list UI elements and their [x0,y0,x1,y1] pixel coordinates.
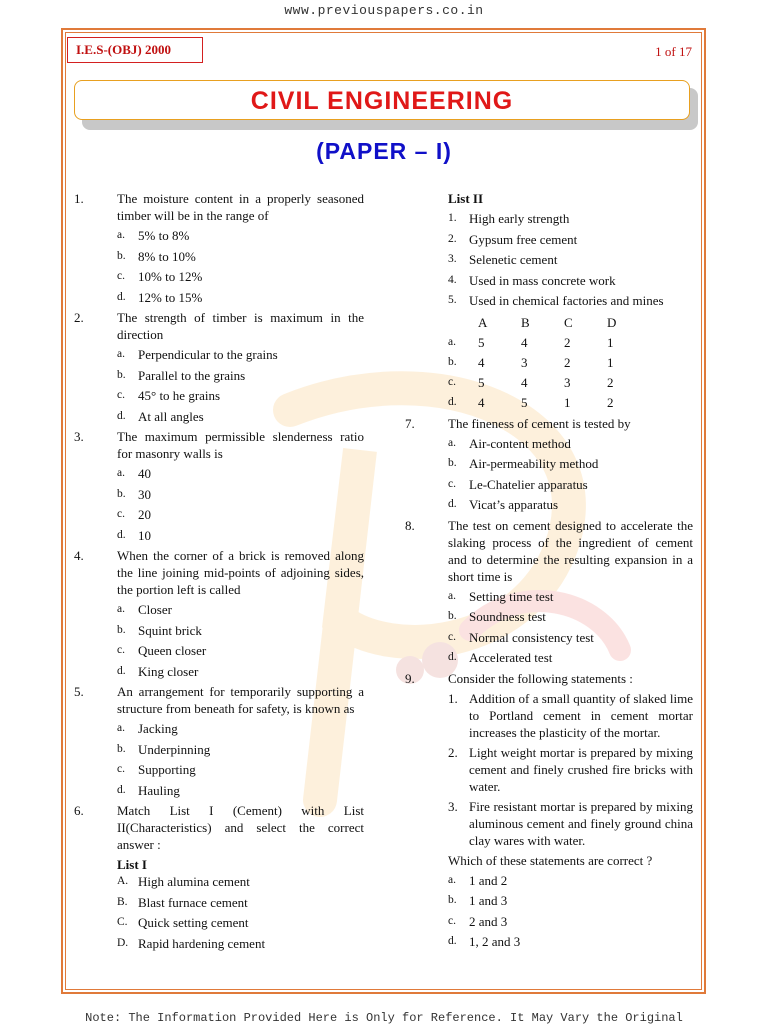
question-9-prompt: Which of these statements are correct ? [448,852,653,868]
statement [448,744,693,795]
option [117,465,364,486]
question-text: Consider the following statements : [448,670,633,686]
option-key: b. [117,623,126,636]
option [117,408,364,429]
option-key: c. [117,389,125,401]
option-key: d. [117,664,126,677]
option-key: b. [117,487,126,500]
grid-header: C [564,315,573,330]
grid-cell: 5 [478,375,485,390]
option-key: a. [117,467,125,479]
option-text: Perpendicular to the grains [138,347,278,362]
list-2-item [448,272,693,293]
question-text: The fineness of cement is tested by [448,415,631,431]
option-key: a. [117,603,125,615]
question-number: 4. [74,548,84,563]
question-number: 7. [405,415,415,431]
option-key: 1. [448,212,457,224]
option-text: 10% to 12% [138,269,203,284]
option [117,873,364,894]
question-9 [405,670,693,687]
option [448,588,693,609]
question-5 [74,683,364,717]
option-text: At all angles [138,408,204,424]
question-text: The maximum permissible slenderness ratio for masonry walls is [117,429,364,461]
statement [448,690,693,741]
option-key: d. [448,935,457,947]
site-url: www.previouspapers.co.in [284,3,484,18]
grid-header: D [607,315,617,330]
page-title: CIVIL ENGINEERING [74,80,690,120]
question-text: The test on cement designed to accelerate the slaking process of the ingredient of cement and to determine the resulting expansion in a short time is [448,517,693,584]
grid-cell: 5 [521,395,528,410]
list-2-item [448,231,693,252]
option [448,455,693,476]
question-text: Match List I (Cement) with List II(Characteristics) and select the correct answer : [117,803,364,852]
option [448,913,693,934]
option-text: 1, 2 and 3 [469,934,521,949]
option [117,741,364,762]
option-key: b. [448,894,457,906]
question-text: When the corner of a brick is removed along the line joining mid-points of adjoining sides, the portion left is called [117,548,364,597]
option-key: 3. [448,253,457,265]
option [117,935,364,956]
grid-option-key: a. [448,336,456,348]
option-key: c. [448,914,456,927]
list-2-item [448,210,693,231]
option-key: a. [117,229,125,241]
option-key: A. [117,875,129,887]
option-key: c. [448,630,456,643]
grid-cell: 1 [607,355,614,370]
question-number: 8. [405,517,415,533]
option [117,248,364,269]
option-key: D. [117,936,129,949]
option [117,268,364,289]
option-text: Setting time test [469,588,554,604]
grid-option-key: d. [448,396,457,408]
option-text: 12% to 15% [138,289,203,305]
grid-cell: 4 [521,335,528,350]
footer-note: Note: The Information Provided Here is Only for Reference. It May Vary the Original [85,1011,683,1025]
option [117,720,364,741]
statement-number: 3. [448,798,458,814]
question-4 [74,547,364,598]
grid-header: A [478,315,488,330]
list-2-item [448,292,693,313]
statement-text: Light weight mortar is prepared by mixing cement and finely crushed fire bricks with water. [469,744,693,794]
option-text: Air-permeability method [469,456,599,471]
question-text: An arrangement for temporarily supporting a structure from beneath for safety, is known as [117,684,364,716]
statement-number: 1. [448,690,458,706]
option [448,496,693,517]
option-text: 30 [138,486,151,502]
option [448,435,693,456]
option-text: Underpinning [138,741,211,757]
option-text: Quick setting cement [138,915,249,930]
grid-cell: 2 [607,375,614,390]
option-key: b. [117,742,126,755]
option [448,608,693,629]
grid-cell: 3 [564,375,571,390]
option-text: Used in chemical factories and mines [469,293,664,308]
question-7 [405,415,693,432]
right-column [405,190,693,954]
paper-subtitle: (PAPER – I) [316,138,452,164]
option-text: High alumina cement [138,874,250,889]
option [117,227,364,248]
question-1 [74,190,364,224]
option-text: Used in mass concrete work [469,272,616,288]
option-text: Accelerated test [469,650,553,665]
option-text: 10 [138,527,151,543]
option-key: 4. [448,273,457,286]
question-text: The moisture content in a properly seasoned timber will be in the range of [117,191,364,223]
option [448,649,693,670]
option-text: Closer [138,602,172,617]
option-key: a. [117,348,125,360]
option-key: b. [448,457,457,469]
list-1-title: List I [117,857,147,872]
option [117,601,364,622]
option-key: c. [117,270,125,282]
page-number: 1 of 17 [655,44,692,59]
list-2-item [448,251,693,272]
option-key: c. [117,763,125,775]
option-text: 5% to 8% [138,228,190,243]
option-text: 40 [138,466,151,481]
option-key: d. [448,498,457,510]
question-number: 2. [74,310,84,325]
question-3 [74,428,364,462]
question-number: 1. [74,191,84,206]
grid-cell: 3 [521,355,528,370]
option-key: d. [117,409,126,422]
grid-cell: 4 [521,375,528,390]
option-text: Squint brick [138,622,202,638]
grid-cell: 1 [607,335,614,350]
option-key: c. [117,644,125,656]
option-key: d. [448,651,457,663]
option-text: Vicat’s apparatus [469,497,559,512]
option-text: 1 and 3 [469,893,508,908]
option-key: c. [448,477,456,490]
grid-corner [448,313,478,333]
option-text: 20 [138,507,151,522]
grid-cell: 2 [564,355,571,370]
grid-cell: 4 [478,355,485,370]
option [117,894,364,915]
grid-option-key: b. [448,356,457,368]
option [117,914,364,935]
option [448,892,693,913]
option-text: Queen closer [138,643,207,658]
option-text: 1 and 2 [469,872,508,888]
option-key: b. [448,610,457,622]
statement [448,798,693,849]
option-text: Air-content method [469,435,571,451]
option-text: King closer [138,663,199,679]
question-number: 9. [405,670,415,686]
option-key: B. [117,895,128,908]
option-key: a. [448,873,456,886]
exam-code-label: I.E.S-(OBJ) 2000 [67,37,203,63]
option-text: Jacking [138,721,178,736]
option-key: b. [117,249,126,262]
left-column [74,190,364,955]
option-text: Hauling [138,782,180,798]
grid-cell: 5 [478,335,485,350]
option [117,663,364,684]
grid-cell: 4 [478,395,485,410]
option-text: Selenetic cement [469,252,558,267]
option [448,476,693,497]
option [448,872,693,893]
option-key: C. [117,916,128,928]
option-key: c. [117,508,125,520]
grid-cell: 2 [607,395,614,410]
option [117,289,364,310]
option [117,622,364,643]
option-key: 5. [448,294,457,306]
option-text: Le-Chatelier apparatus [469,476,588,492]
question-6 [74,802,364,853]
option-key: b. [117,368,126,381]
option [448,933,693,954]
option-text: 2 and 3 [469,913,508,929]
statement-text: Addition of a small quantity of slaked lime to Portland cement in cement mortar increases the plasticity of the mortar. [469,690,693,740]
option [117,367,364,388]
question-text: The strength of timber is maximum in the direction [117,310,364,342]
question-8 [405,517,693,585]
option [117,506,364,527]
option-text: 45° to he grains [138,388,221,403]
grid-cell: 1 [564,395,571,410]
option-text: 8% to 10% [138,248,196,264]
option-key: 2. [448,232,457,245]
question-number: 5. [74,684,84,699]
option-text: Rapid hardening cement [138,935,266,951]
option-key: a. [448,436,456,449]
option-key: d. [117,290,126,303]
option-key: d. [117,783,126,796]
option-text: Soundness test [469,609,546,624]
option-key: a. [448,589,456,602]
option [117,761,364,782]
option-text: Normal consistency test [469,629,594,645]
option-text: Blast furnace cement [138,894,248,910]
grid-option-key: c. [448,376,456,388]
question-2 [74,309,364,343]
option-text: Gypsum free cement [469,231,578,247]
statement-number: 2. [448,744,458,760]
match-answer-grid [448,313,650,413]
option [117,527,364,548]
grid-cell: 2 [564,335,571,350]
option [117,346,364,367]
option-text: Supporting [138,762,196,777]
option-key: a. [117,722,125,734]
option [117,782,364,803]
option-text: High early strength [469,211,570,226]
option [117,642,364,663]
grid-header: B [521,315,530,330]
option [448,629,693,650]
option-text: Parallel to the grains [138,367,246,383]
statement-text: Fire resistant mortar is prepared by mixing aluminous cement and finely ground china clay wares with water. [469,798,693,848]
option [117,486,364,507]
option-key: d. [117,528,126,541]
question-number: 3. [74,429,84,444]
option [117,387,364,408]
question-number: 6. [74,803,84,818]
list-2-title: List II [448,191,484,206]
